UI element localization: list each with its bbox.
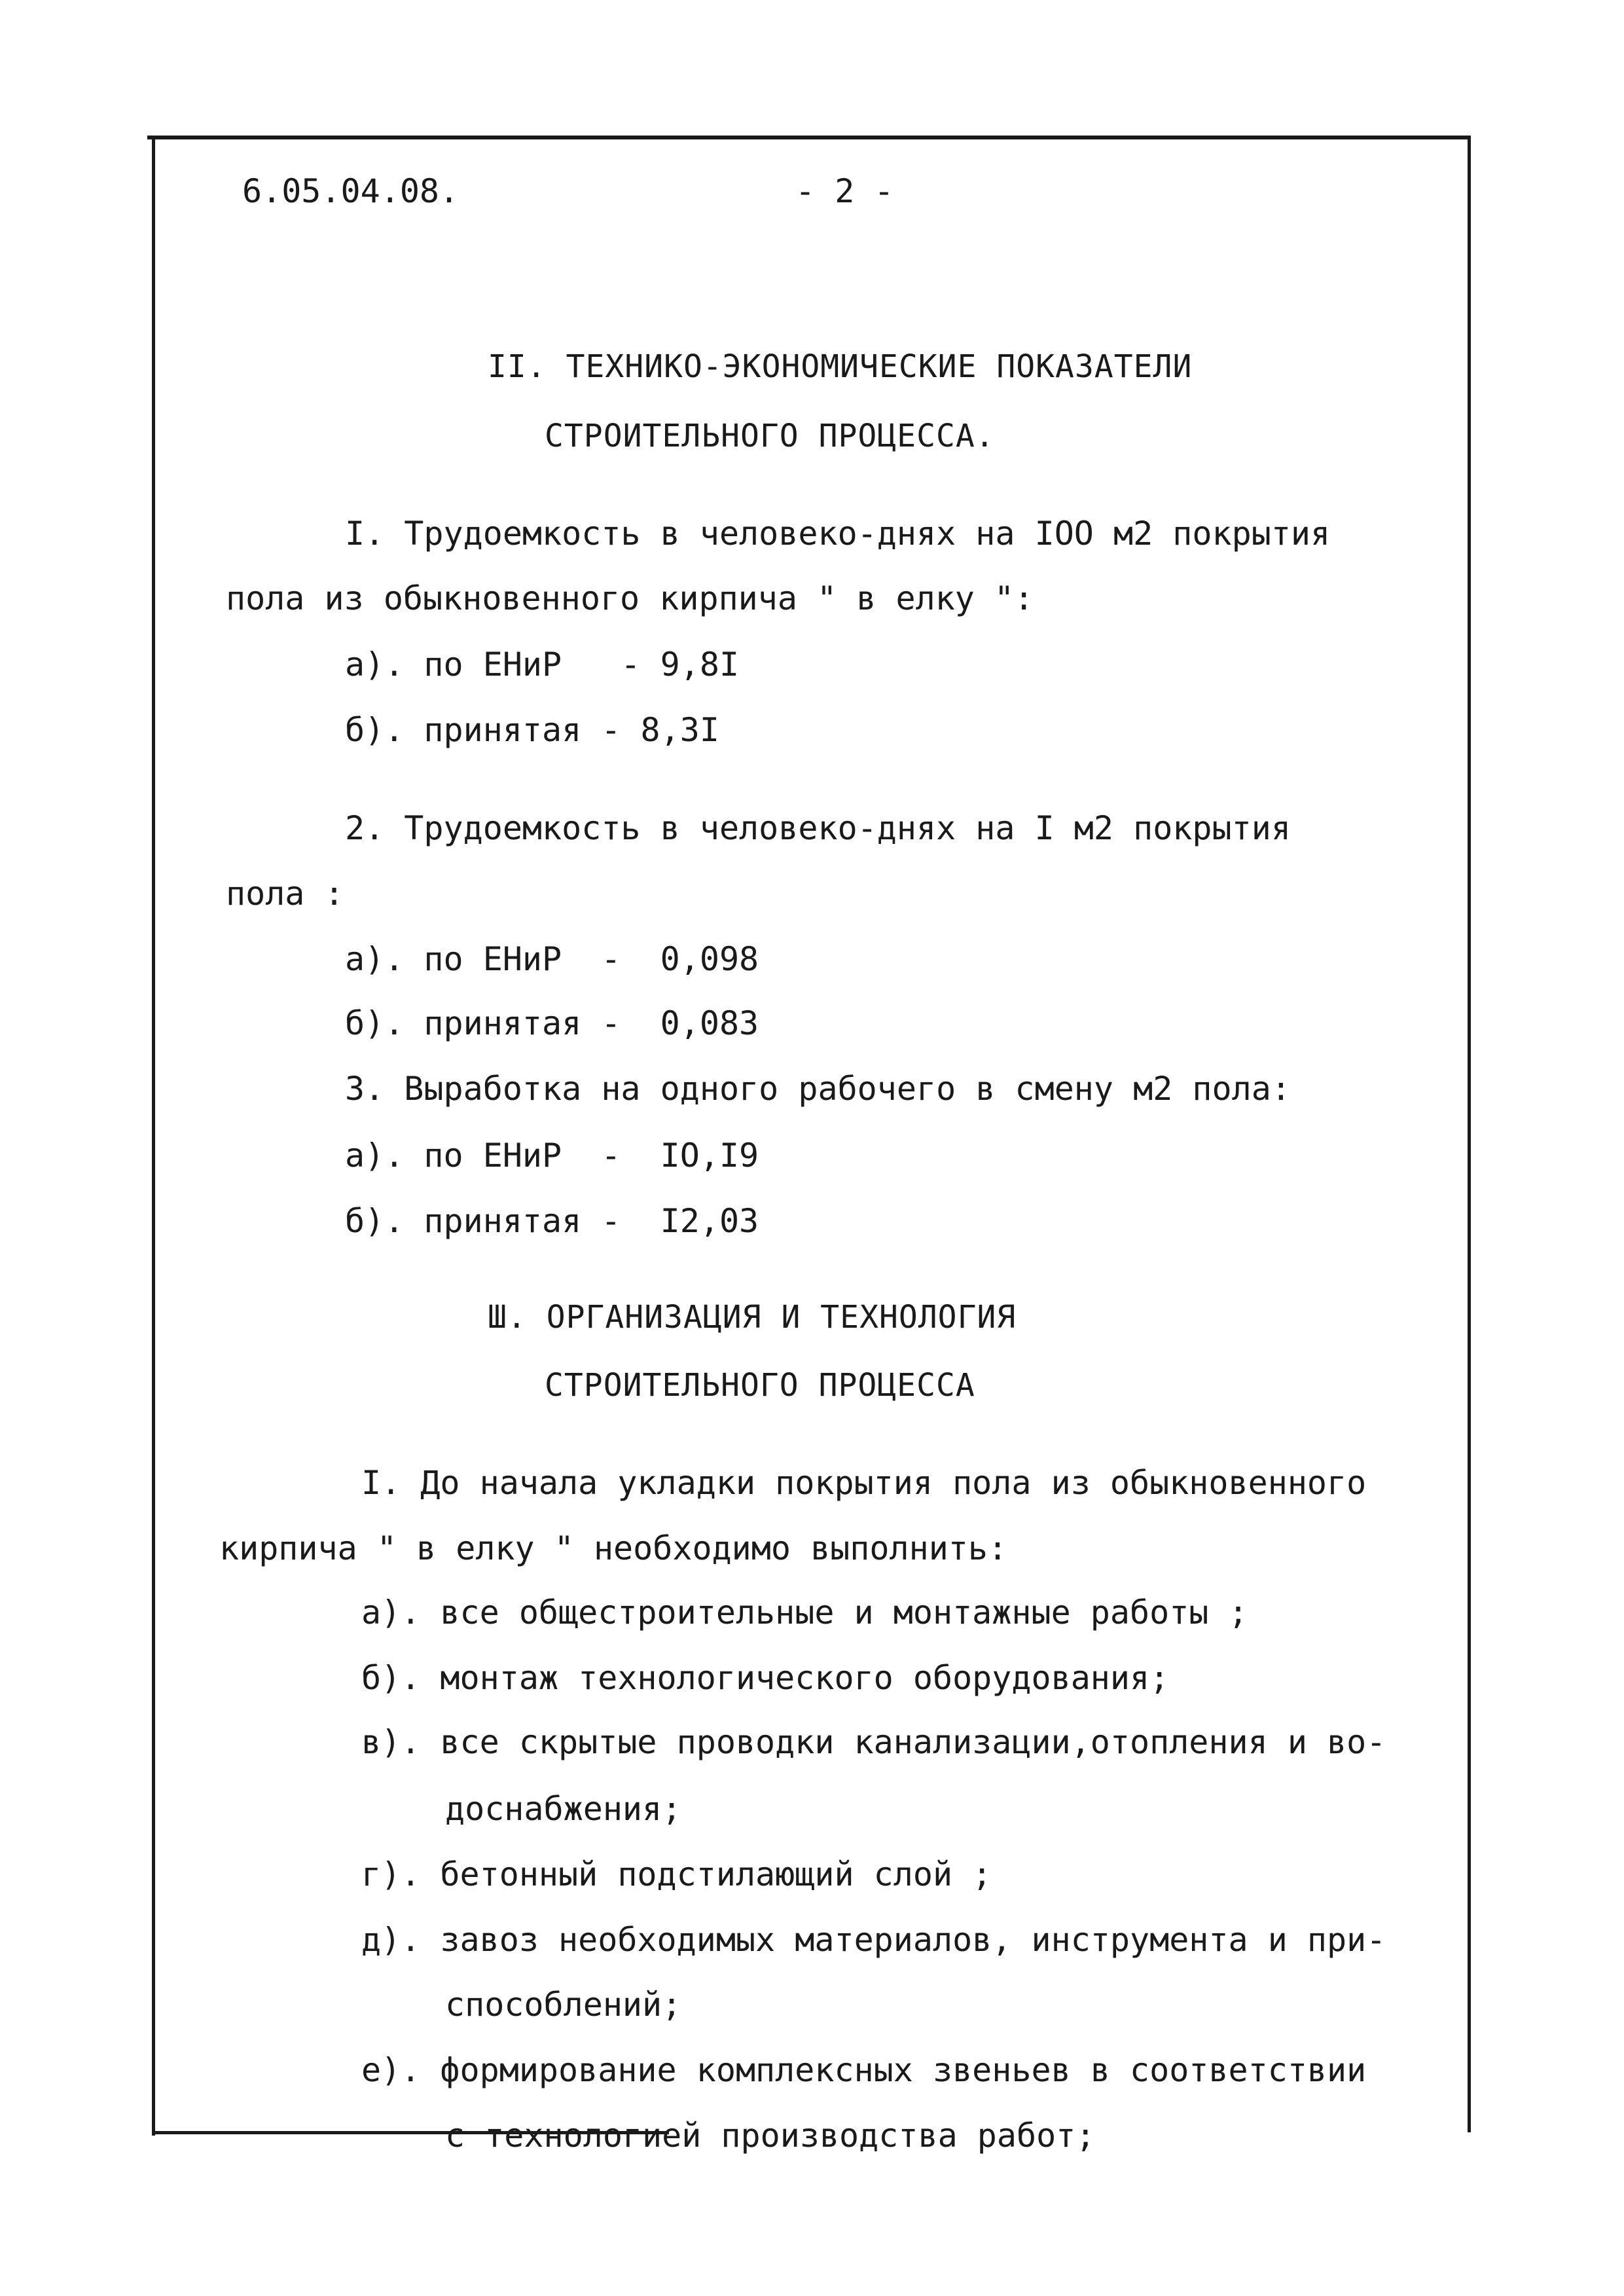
labor-per-100m2-line-1: I. Трудоемкость в человеко-днях на IОО м2 покрытия	[345, 515, 1331, 553]
output-per-worker-line-1: 3. Выработка на одного рабочего в смену м2 пола:	[345, 1070, 1291, 1108]
output-per-worker-accepted: б). принятая - I2,03	[345, 1202, 759, 1240]
labor-per-100m2-line-2: пола из обыкновенного кирпича " в елку ":	[226, 579, 1034, 617]
labor-per-1m2-enir: а). по ЕНиР - 0,098	[345, 940, 759, 978]
section-2-title-line-1: II. ТЕХНИКО-ЭКОНОМИЧЕСКИЕ ПОКАЗАТЕЛИ	[488, 348, 1193, 385]
preparation-item-a: а). все общестроительные и монтажные работы ;	[361, 1594, 1248, 1631]
preparation-item-b: б). монтаж технологического оборудования;	[361, 1659, 1170, 1697]
preparation-item-e-line-1: е). формирование комплексных звеньев в соответствии	[361, 2051, 1367, 2089]
labor-per-1m2-accepted: б). принятая - 0,083	[345, 1004, 759, 1042]
preparation-item-g: г). бетонный подстилающий слой ;	[361, 1855, 992, 1893]
preparation-item-d-line-1: д). завоз необходимых материалов, инструмента и при-	[361, 1921, 1386, 1959]
section-3-title-line-1: Ш. ОРГАНИЗАЦИЯ И ТЕХНОЛОГИЯ	[488, 1299, 1017, 1336]
labor-per-100m2-enir: а). по ЕНиР - 9,8I	[345, 646, 740, 683]
preparation-item-v-line-1: в). все скрытые проводки канализации,отопления и во-	[361, 1723, 1386, 1761]
page-frame-left-border	[152, 136, 155, 2136]
preparation-intro-line-1: I. До начала укладки покрытия пола из обыкновенного	[361, 1464, 1367, 1502]
labor-per-1m2-line-2: пола :	[226, 875, 344, 913]
preparation-intro-line-2: кирпича " в елку " необходимо выполнить:	[219, 1529, 1008, 1567]
preparation-item-v-line-2: доснабжения;	[445, 1790, 682, 1828]
preparation-item-d-line-2: способлений;	[445, 1986, 682, 2024]
section-2-title-line-2: СТРОИТЕЛЬНОГО ПРОЦЕССА.	[545, 418, 995, 454]
section-3-title-line-2: СТРОИТЕЛЬНОГО ПРОЦЕССА	[545, 1367, 975, 1404]
output-per-worker-enir: а). по ЕНиР - IО,I9	[345, 1137, 759, 1175]
page-frame-top-border	[147, 136, 1471, 139]
document-code: 6.05.04.08.	[242, 172, 460, 210]
page-frame-right-border	[1468, 136, 1471, 2132]
labor-per-100m2-accepted: б). принятая - 8,3I	[345, 711, 719, 749]
preparation-item-e-line-2: с технологией производства работ;	[445, 2117, 1096, 2155]
page-number: - 2 -	[795, 172, 894, 210]
labor-per-1m2-line-1: 2. Трудоемкость в человеко-днях на I м2 покрытия	[345, 809, 1291, 847]
